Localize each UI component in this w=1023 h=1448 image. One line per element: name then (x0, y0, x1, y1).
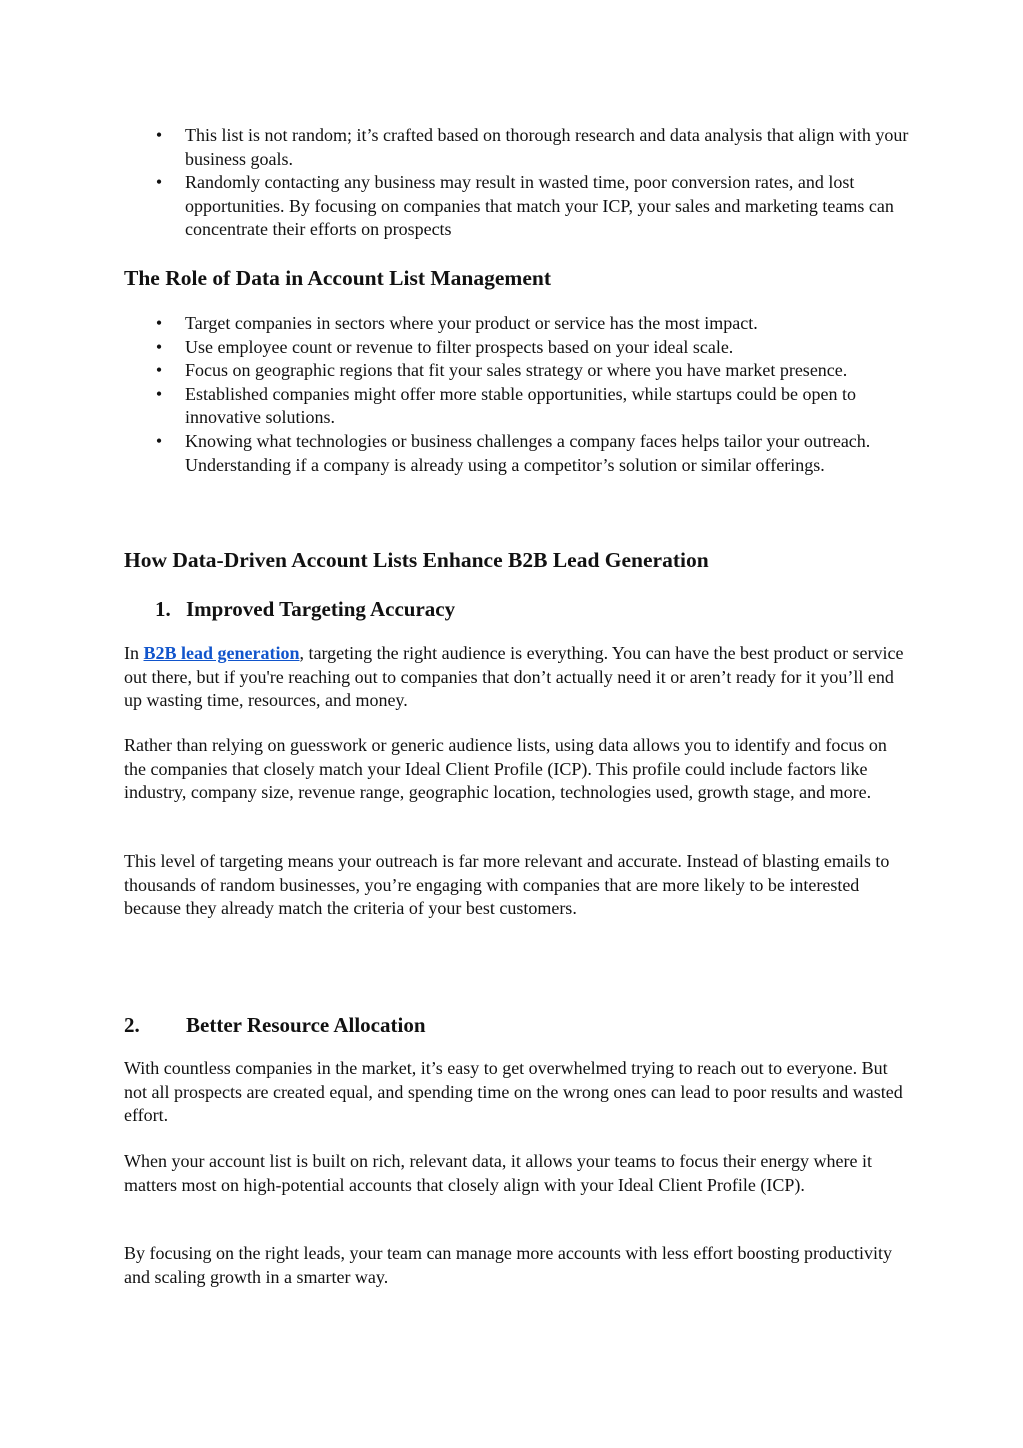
role-bullet-list (152, 312, 912, 477)
subsection-number: 2. (124, 1013, 140, 1037)
paragraph-targeting-data: Rather than relying on guesswork or generic audience lists, using data allows you to identify and focus on the companies that closely match your Ideal Client Profile (ICP). This profile could include factors like industry, company size, revenue range, geographic location, technologies used, growth stage, and more. (124, 735, 887, 803)
list-item-text: Use employee count or revenue to filter prospects based on your ideal scale. (185, 336, 734, 357)
list-item (152, 171, 912, 242)
list-item-text: Established companies might offer more stable opportunities, while startups could be open to innovative solutions. (185, 383, 857, 428)
paragraph-resource-overwhelm: With countless companies in the market, it’s easy to get overwhelmed trying to reach out to everyone. But not all prospects are created equal, and spending time on the wrong ones can lead to poor results and wasted effort. (124, 1058, 903, 1126)
list-item (152, 312, 912, 336)
paragraph-text: , targeting the right audience is everything. You can have the best product or service out there, but if you're reaching out to companies that don’t actually need it or aren’t ready for it you’ll end up wasting time, resources, and money. (124, 643, 904, 711)
list-item (152, 359, 912, 383)
bullet-icon: • (155, 360, 163, 381)
subsection-title: Improved Targeting Accuracy (186, 597, 456, 621)
list-item-text: Randomly contacting any business may result in wasted time, poor conversion rates, and lost opportunities. By focusing on companies that match your ICP, your sales and marketing teams can concentrate their efforts on prospects (185, 172, 894, 240)
section-heading-data-driven-lists: How Data-Driven Account Lists Enhance B2B Lead Generation (124, 548, 709, 572)
bullet-icon: • (155, 313, 163, 333)
list-item-text: Focus on geographic regions that fit your sales strategy or where you have market presence. (185, 360, 848, 381)
list-item-text: Target companies in sectors where your product or service has the most impact. (185, 313, 758, 333)
paragraph-resource-focus: When your account list is built on rich, relevant data, it allows your teams to focus their energy where it matters most on high-potential accounts that closely align with your Ideal Client Profile (ICP). (124, 1151, 872, 1195)
list-item (152, 124, 912, 171)
list-item-text: Knowing what technologies or business challenges a company faces helps tailor your outreach. Understanding if a company is already using a competitor’s solution or similar offerings. (185, 430, 871, 475)
paragraph-targeting-intro (124, 642, 908, 713)
paragraph-targeting-relevance: This level of targeting means your outreach is far more relevant and accurate. Instead of blasting emails to thousands of random businesses, you’re engaging with companies that are more likely to be interested because they already match the criteria of your best customers. (124, 851, 890, 919)
subsection-title: Better Resource Allocation (186, 1013, 426, 1037)
intro-bullet-list (152, 124, 912, 242)
bullet-icon: • (155, 430, 163, 451)
list-item (152, 336, 912, 360)
section-heading-role-of-data: The Role of Data in Account List Management (124, 266, 551, 290)
subsection-number: 1. (155, 597, 171, 621)
bullet-icon: • (155, 383, 163, 404)
subsection-heading-resource-allocation (124, 1012, 426, 1038)
paragraph-text: In (124, 643, 144, 663)
subsection-heading-targeting (155, 596, 455, 622)
bullet-icon: • (155, 336, 163, 357)
list-item (152, 430, 912, 477)
list-item-text: This list is not random; it’s crafted based on thorough research and data analysis that align with your business goals. (185, 125, 909, 169)
bullet-icon: • (155, 125, 163, 145)
b2b-lead-generation-link[interactable]: B2B lead generation (143, 643, 300, 663)
paragraph-resource-productivity: By focusing on the right leads, your team can manage more accounts with less effort boosting productivity and scaling growth in a smarter way. (124, 1243, 892, 1287)
bullet-icon: • (155, 172, 163, 193)
list-item (152, 383, 912, 430)
